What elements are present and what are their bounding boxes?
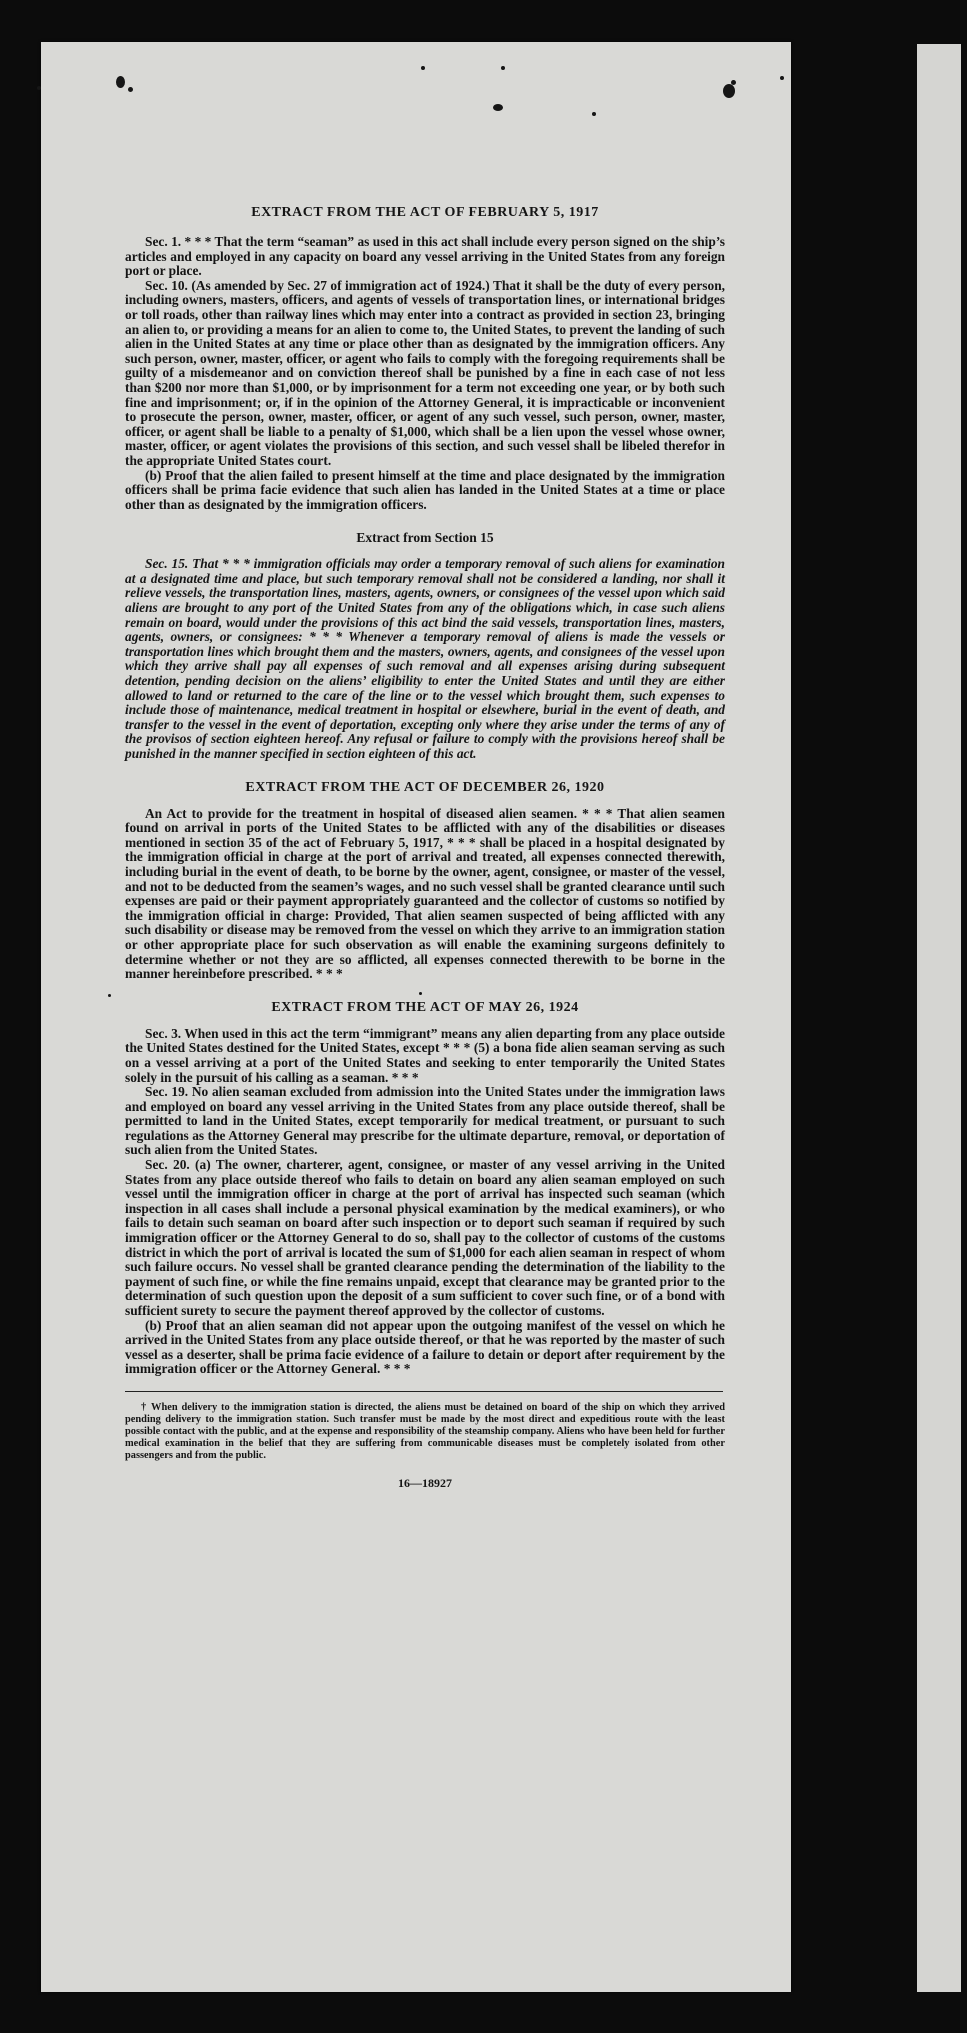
- page-number: 16—18927: [398, 1475, 452, 1490]
- paragraph: Sec. 3. When used in this act the term “immigrant” means any alien departing from any place outside the United States destined for the United States, except * * * (5) a bona fide alien seaman serving as such on a vessel arriving at a port of the United States and seeking to enter temporarily the United States solely in the pursuit of his calling as a seaman. * * *: [125, 1025, 725, 1085]
- document-body: [125, 205, 725, 1491]
- paragraph: Sec. 15. That * * * immigration officials may order a temporary removal of such aliens for examination at a designated time and place, but such temporary removal shall not be considered a landing, nor shall it relieve vessels, the transportation lines, masters, agents, owners, or consignees of the vessel upon which said aliens are brought to any port of the United States from any of the obligations which, in case such aliens remain on board, would under the provisions of this act bind the said vessels, transportation lines, masters, agents, owners, or consignees: * * * Whenever a temporary removal of aliens is made the vessels or transportation lines which brought them and the masters, owners, agents, and consignees of the vessel upon which they arrive shall pay all expenses of such removal and all expenses arising during subsequent detention, pending decision on the aliens’ eligibility to enter the United States and until they are either allowed to land or returned to the care of the line or to the vessel which brought them, such expenses to include those of maintenance, medical treatment in hospital or elsewhere, burial in the event of death, and transfer to the vessel in the event of deportation, excepting only where they arise under the terms of any of the provisos of section eighteen hereof. Any refusal or failure to comply with the provisions hereof shall be punished in the manner specified in section eighteen of this act.: [125, 556, 725, 761]
- scan-speck: [780, 76, 784, 80]
- section-subheading: Extract from Section 15: [356, 530, 494, 546]
- scan-speck: [501, 66, 505, 70]
- scan-speck: [116, 76, 125, 88]
- scan-speck: [128, 87, 133, 92]
- section-heading: EXTRACT FROM THE ACT OF DECEMBER 26, 1920: [245, 779, 605, 795]
- paragraph: Sec. 20. (a) The owner, charterer, agent, consignee, or master of any vessel arriving in the United States from any place outside thereof who fails to detain on board any alien seaman employed on such vessel until the immigration officer in charge at the port of arrival has inspected such seaman (which inspection in all cases shall include a personal physical examination by the medical examiners), or who fails to detain such seaman on board after such inspection or to deport such seaman if required by such immigration officer or the Attorney General to do so, shall pay to the collector of customs of the customs district in which the port of arrival is located the sum of $1,000 for each alien seaman in respect of whom such failure occurs. No vessel shall be granted clearance pending the determination of the liability to the payment of such fine, or while the fine remains unpaid, except that clearance may be granted prior to the determination of such question upon the deposit of a sum sufficient to cover such fine, or of a bond with sufficient surety to secure the payment thereof approved by the collector of customs.: [125, 1157, 725, 1318]
- paragraph: (b) Proof that the alien failed to present himself at the time and place designated by the immigration officers shall be prima facie evidence that such alien has landed in the United States at a time or place other than as designated by the immigration officers.: [125, 467, 725, 512]
- adjacent-page-edge: [917, 44, 961, 1992]
- scan-speck: [37, 86, 41, 90]
- scan-speck: [493, 104, 503, 111]
- footnote-divider: [125, 1391, 723, 1392]
- section-heading: EXTRACT FROM THE ACT OF FEBRUARY 5, 1917: [251, 205, 599, 220]
- paragraph: (b) Proof that an alien seaman did not appear upon the outgoing manifest of the vessel on which he arrived in the United States from any place outside thereof, or that he was reported by the master of such vessel as a deserter, shall be prima facie evidence of a failure to detain or deport after requirement by the immigration officer or the Attorney General. * * *: [125, 1317, 725, 1377]
- scan-speck: [421, 66, 425, 70]
- scan-speck: [723, 84, 735, 98]
- paragraph: Sec. 10. (As amended by Sec. 27 of immigration act of 1924.) That it shall be the duty of every person, including owners, masters, officers, and agents of vessels of transportation lines, or international bridges or toll roads, other than railway lines which may enter into a contract as provided in section 23, bringing an alien to, or providing a means for an alien to come to, the United States, to prevent the landing of such alien in the United States at any time or place other than as designated by the immigration officers. Any such person, owner, master, officer, or agent who fails to comply with the foregoing requirements shall be guilty of a misdemeanor and on conviction thereof shall be punished by a fine in each case of not less than $200 nor more than $1,000, or by imprisonment for a term not exceeding one year, or by both such fine and imprisonment; or, if in the opinion of the Attorney General, it is impracticable or inconvenient to prosecute the person, owner, master, officer, or agent of any such vessel, such person, owner, master, officer, or agent shall be liable to a penalty of $1,000, which shall be a lien upon the vessel whose owner, master, officer, or agent violates the provisions of this section, and such vessel shall be libeled therefor in the appropriate United States court.: [125, 277, 725, 468]
- paragraph: An Act to provide for the treatment in hospital of diseased alien seamen. * * * That alien seamen found on arrival in ports of the United States to be afflicted with any of the disabilities or diseases mentioned in section 35 of the act of February 5, 1917, * * * shall be placed in a hospital designated by the immigration official in charge at the port of arrival and treated, all expenses connected therewith, including burial in the event of death, to be borne by the owner, agent, consignee, or master of the vessel, and not to be deducted from the seamen’s wages, and no such vessel shall be granted clearance until such expenses are paid or their payment appropriately guaranteed and the collector of customs so notified by the immigration official in charge: Provided, That alien seamen suspected of being afflicted with any such disability or disease may be removed from the vessel on which they arrive to an immigration station or other appropriate place for such observation as will enable the examining surgeons definitely to determine whether or not they are so afflicted, all expenses connected therewith to be borne in the manner hereinbefore prescribed. * * *: [125, 805, 725, 982]
- scan-speck: [592, 112, 596, 116]
- footnote: † When delivery to the immigration station is directed, the aliens must be detained on board of the ship on which they arrived pending delivery to the immigration station. Such transfer must be made by the most direct and expeditious route with the least possible contact with the public, and at the expense and responsibility of the steamship company. Aliens who have been held for further medical examination in the belief that they are suffering from communicable diseases must be completely isolated from other passengers and from the public.: [125, 1401, 725, 1461]
- scan-speck: [108, 994, 111, 997]
- section-heading: EXTRACT FROM THE ACT OF MAY 26, 1924: [271, 999, 579, 1015]
- paragraph: Sec. 1. * * * That the term “seaman” as used in this act shall include every person signed on the ship’s articles and employed in any capacity on board any vessel arriving in the United States from any foreign port or place.: [125, 234, 725, 279]
- paragraph: Sec. 19. No alien seaman excluded from admission into the United States under the immigration laws and employed on board any vessel arriving in the United States from any place outside thereof, shall be permitted to land in the United States, except temporarily for medical treatment, or pursuant to such regulations as the Attorney General may prescribe for the ultimate departure, removal, or deportation of such alien from the United States.: [125, 1084, 725, 1158]
